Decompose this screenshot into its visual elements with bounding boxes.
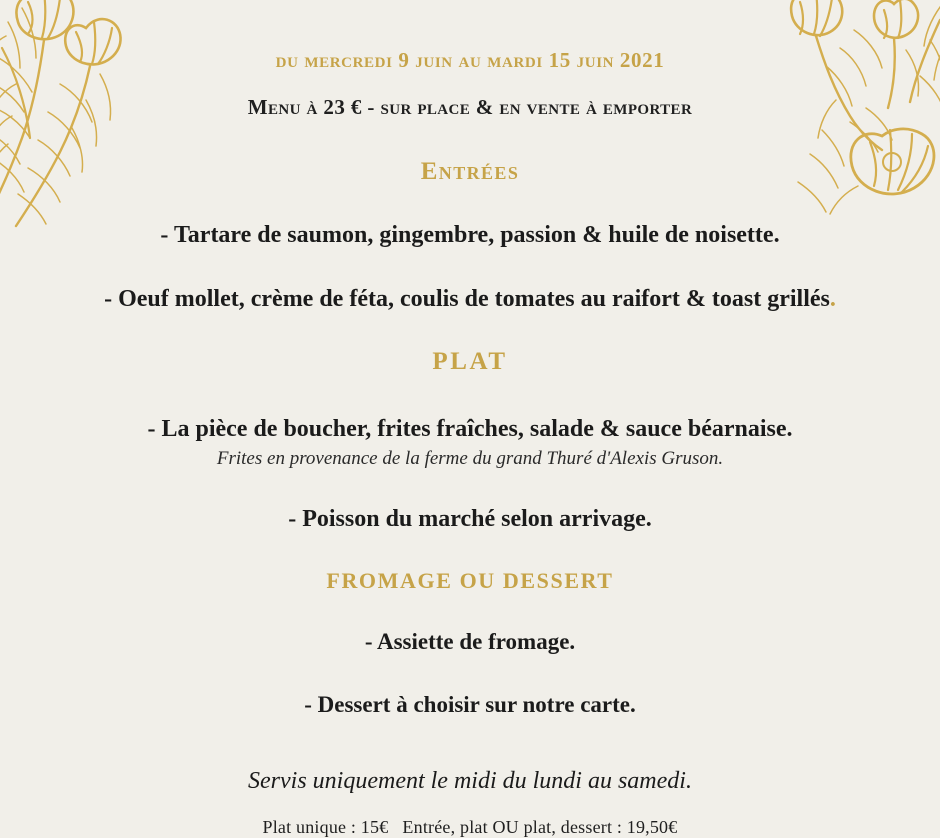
menu-item: - Dessert à choisir sur notre carte. [304, 692, 636, 718]
menu-item [0, 284, 940, 314]
section-title-plat: PLAT [432, 348, 508, 376]
section-title-fromage-dessert: FROMAGE OU DESSERT [326, 568, 614, 594]
menu-item-trailing-dot: . [829, 286, 836, 313]
menu-date-range: du mercredi 9 juin au mardi 15 juin 2021 [275, 48, 665, 72]
menu-item: - La pièce de boucher, frites fraîches, salade & sauce béarnaise. [147, 416, 793, 443]
menu-footer [0, 768, 940, 838]
footer-prices [0, 817, 940, 838]
price-single-dish: Plat unique : 15€ [262, 816, 389, 837]
menu-price-header: Menu à 23 € - sur place & en vente à emporter [247, 95, 693, 120]
menu-item: - Tartare de saumon, gingembre, passion & huile de noisette. [160, 222, 780, 249]
menu-item-note: Frites en provenance de la ferme du grand Thuré d'Alexis Gruson. [216, 448, 724, 470]
service-hours-note: Servis uniquement le midi du lundi au samedi. [248, 767, 692, 794]
price-two-courses: Entrée, plat OU plat, dessert : 19,50€ [402, 816, 678, 837]
menu-item: - Assiette de fromage. [364, 629, 576, 655]
menu-item: - Poisson du marché selon arrivage. [288, 506, 652, 533]
menu-item-text: - Oeuf mollet, crème de féta, coulis de tomates au raifort & toast grillés [104, 286, 830, 313]
section-title-entrees: Entrées [420, 158, 520, 186]
